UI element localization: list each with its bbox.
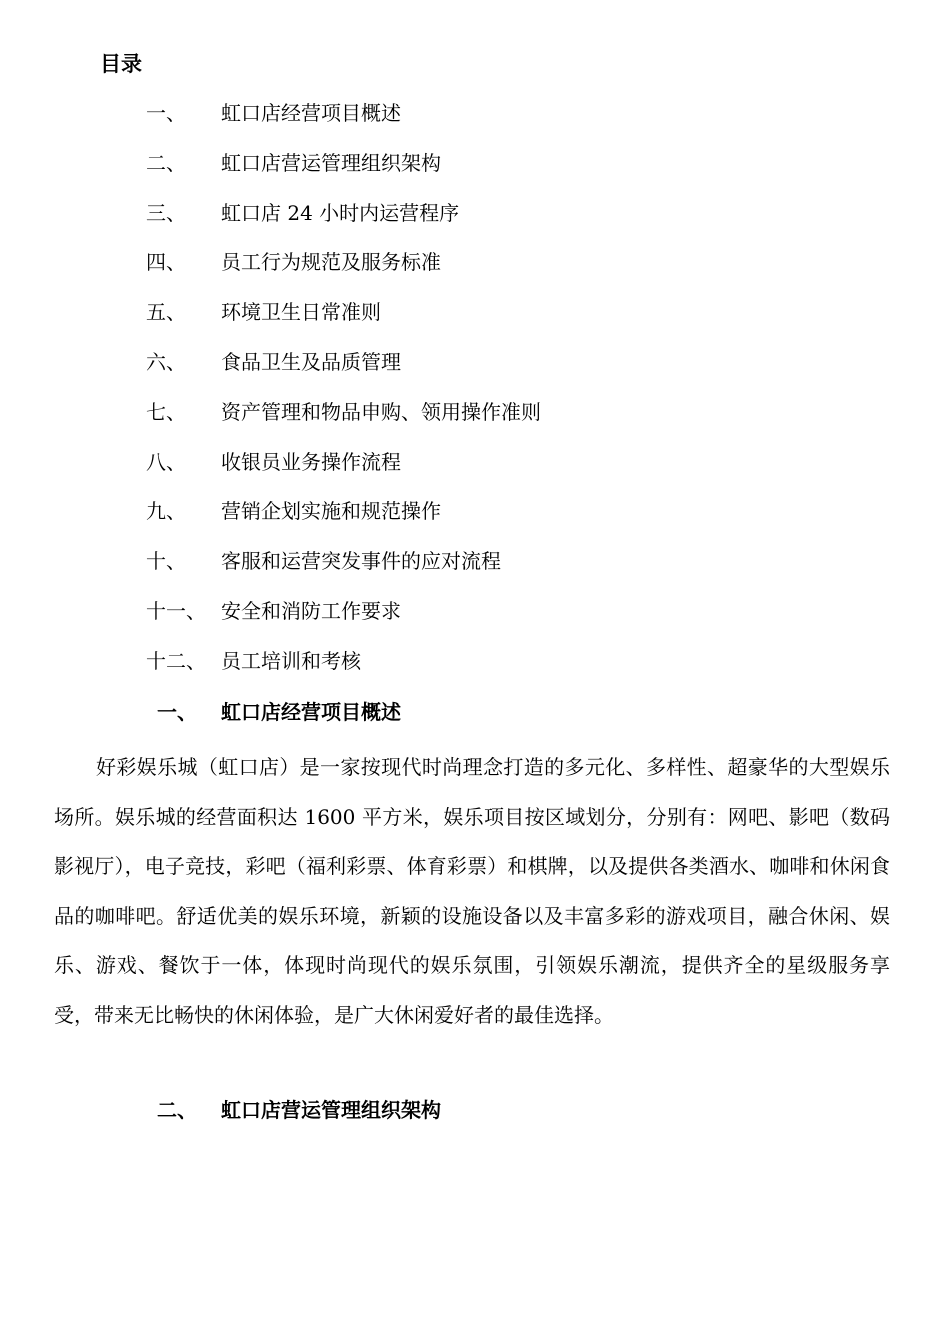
section-heading xyxy=(0,698,950,726)
toc-item xyxy=(0,99,950,149)
section-title: 虹口店营运管理组织架构 xyxy=(221,1098,441,1122)
toc-item xyxy=(0,149,950,199)
intro-paragraph: 好彩娱乐城（虹口店）是一家按现代时尚理念打造的多元化、多样性、超豪华的大型娱乐场所。娱乐城的经营面积达 1600 平方米，娱乐项目按区域划分，分别有：网吧、影吧（数码影视厅），电子竞技，彩吧（福利彩票、体育彩票）和棋牌，以及提供各类酒水、咖啡和休闲食品的咖啡吧。舒适优美的娱乐环境，新颖的设施设备以及丰富多彩的游戏项目，融合休闲、娱乐、游戏、餐饮于一体，体现时尚现代的娱乐氛围，引领娱乐潮流，提供齐全的星级服务享受，带来无比畅快的休闲体验，是广大休闲爱好者的最佳选择。 xyxy=(54,755,890,1027)
toc-title: 目录 xyxy=(100,51,142,76)
toc-item-number: 十二、 xyxy=(146,648,206,673)
toc-item-number: 三、 xyxy=(146,200,186,225)
toc-item xyxy=(0,448,950,498)
toc-item xyxy=(0,298,950,348)
toc-item-text: 虹口店 24 小时内运营程序 xyxy=(221,200,460,225)
toc-item-text: 安全和消防工作要求 xyxy=(221,598,401,623)
toc-item-number: 九、 xyxy=(146,499,186,524)
section-heading xyxy=(0,1096,950,1124)
toc-item-number: 二、 xyxy=(146,150,186,175)
toc-item-text: 虹口店经营项目概述 xyxy=(221,101,401,125)
toc-item-number: 五、 xyxy=(146,300,186,325)
toc-list xyxy=(0,99,950,697)
toc-item-number: 十、 xyxy=(146,549,186,574)
toc-item xyxy=(0,497,950,547)
toc-item xyxy=(0,199,950,249)
section-number: 一、 xyxy=(157,700,197,724)
toc-item-number: 七、 xyxy=(146,399,186,424)
toc-item-text: 营销企划实施和规范操作 xyxy=(221,499,441,524)
section-number: 二、 xyxy=(157,1098,197,1122)
toc-item xyxy=(0,398,950,448)
toc-item xyxy=(0,597,950,647)
toc-item-text: 员工培训和考核 xyxy=(221,648,361,673)
toc-item-text: 资产管理和物品申购、领用操作准则 xyxy=(221,399,541,424)
toc-item-text: 员工行为规范及服务标准 xyxy=(221,250,441,275)
toc-item xyxy=(0,248,950,298)
section-title: 虹口店经营项目概述 xyxy=(221,700,401,724)
toc-item-text: 食品卫生及品质管理 xyxy=(221,349,401,374)
toc-item xyxy=(0,647,950,697)
toc-item-number: 一、 xyxy=(146,101,186,125)
toc-item-number: 六、 xyxy=(146,349,186,374)
toc-item-text: 环境卫生日常准则 xyxy=(221,300,381,325)
toc-item xyxy=(0,348,950,398)
toc-item-number: 十一、 xyxy=(146,598,206,623)
toc-item-number: 八、 xyxy=(146,449,186,474)
toc-item-text: 收银员业务操作流程 xyxy=(221,449,401,474)
toc-item xyxy=(0,547,950,597)
toc-item-number: 四、 xyxy=(146,250,186,275)
toc-item-text: 虹口店营运管理组织架构 xyxy=(221,150,441,175)
toc-item-text: 客服和运营突发事件的应对流程 xyxy=(221,549,501,574)
